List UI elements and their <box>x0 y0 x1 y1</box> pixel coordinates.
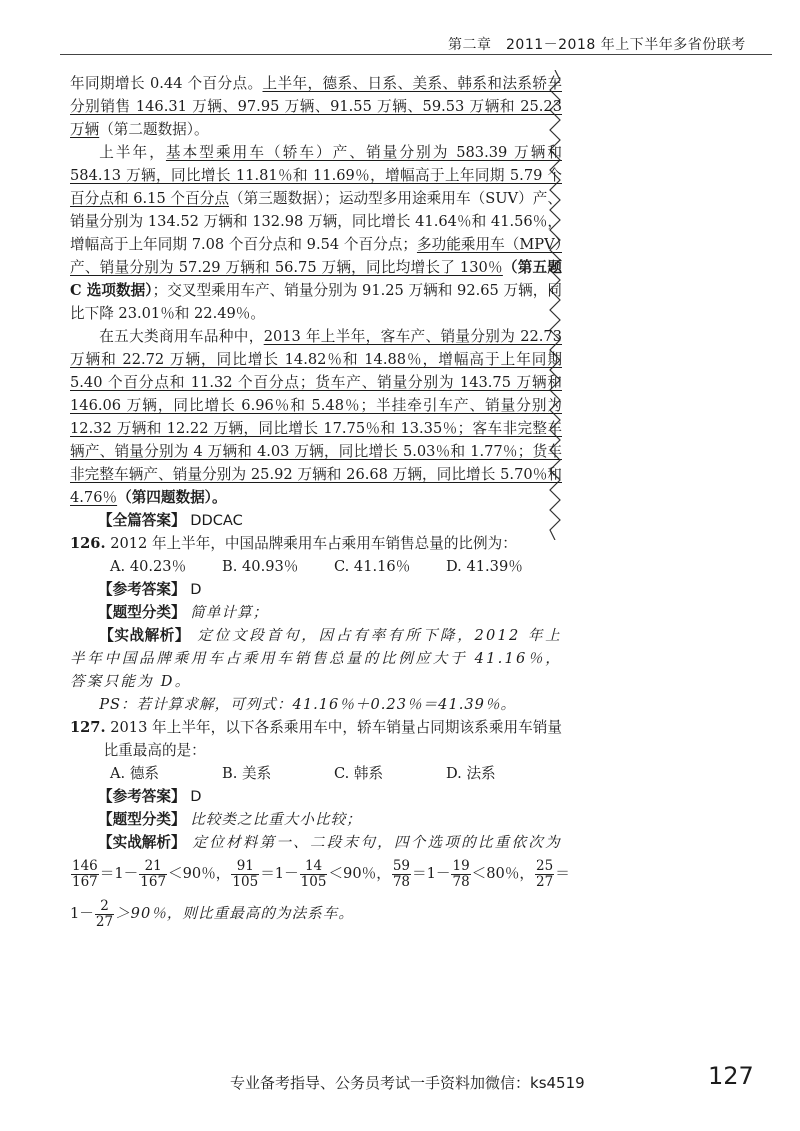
text-span: 上半年， <box>99 144 166 161</box>
fraction: $\frac{2}{27}$ <box>95 897 114 930</box>
fraction: $\frac{59}{78}$ <box>392 857 410 890</box>
math-text: 1－ <box>70 905 94 922</box>
text-span: （第二题数据）。 <box>99 121 209 138</box>
fraction: $\frac{14}{105}$ <box>300 857 327 890</box>
page-body <box>70 72 570 934</box>
question-126 <box>70 532 562 555</box>
analysis-126 <box>70 624 562 693</box>
type-label: 【题型分类】 <box>98 811 186 828</box>
analysis-127 <box>70 831 562 854</box>
analysis-label: 【实战解析】 <box>99 627 190 644</box>
full-answer-label: 【全篇答案】 <box>98 512 186 529</box>
text-span: 在五大类商用车品种中， <box>99 328 264 345</box>
underlined-text: 上半年，德系、日系、美系、韩系和法系轿车分别销售 146.31 万辆、97.95 万辆、91.55 万辆、59.53 万辆和 25.23 万辆 <box>70 75 562 138</box>
text-span: （第三题数据）；运动型多用途乘用车（SUV）产、销量分别为 134.52 万辆和 132.98 万辆，同比增长 41.64％和 41.56％，增幅高于上年同期 7.08 个百分点和 9.54 个百分点； <box>70 190 562 253</box>
fraction: $\frac{91}{105}$ <box>232 857 259 890</box>
full-answer-value: DDCAC <box>190 512 243 529</box>
answer-127 <box>70 785 562 808</box>
analysis-text: 定位材料第一、二段末句，四个选项的比重依次为 <box>192 834 562 851</box>
running-header: 第二章 2011－2018 年上下半年多省份联考 <box>448 37 746 53</box>
analysis-text: 定位文段首句，因占有率有所下降，2012 年上半年中国品牌乘用车占乘用车销售总量的比例应大于 41.16％，答案只能为 D。 <box>70 627 562 690</box>
footer-text: 专业备考指导、公务员考试一手资料加微信：ks4519 <box>230 1074 585 1092</box>
option-c: C. 韩系 <box>334 765 384 782</box>
passage-paragraph-3 <box>70 325 562 509</box>
header-rule <box>60 54 772 55</box>
option-a: A. 德系 <box>110 765 160 782</box>
math-text: ＜90％， <box>168 865 231 882</box>
underlined-text: 2013 年上半年，客车产、销量分别为 22.73 万辆和 22.72 万辆，同比增长 14.82％和 14.88％，增幅高于上年同期 5.40 个百分点和 11.32 个百分点；货车产、销量分别为 143.75 万辆和 146.06 万辆，同比增长 6.96％和 5.48％；半挂牵引车产、销量分别为 12.32 万辆和 12.22 万辆，同比增长 17.75％和 13.35％；客车非完整车辆产、销量分别为 4 万辆和 4.03 万辆，同比增长 5.03％和 1.77％；货车非完整车辆产、销量分别为 25.92 万辆和 26.68 万辆，同比增长 5.70％和 4.76％ <box>70 328 562 506</box>
bold-note: （第五题 C 选项数据） <box>70 259 562 299</box>
answer-value: D <box>190 788 202 805</box>
ps-text: PS：若计算求解，可列式：41.16％＋0.23％＝41.39％。 <box>99 696 517 713</box>
answer-label: 【参考答案】 <box>98 788 186 805</box>
type-126 <box>70 601 562 624</box>
type-label: 【题型分类】 <box>98 604 186 621</box>
math-text: ＝1－ <box>412 865 451 882</box>
type-value: 简单计算； <box>190 604 269 621</box>
math-text: ＝1－ <box>260 865 299 882</box>
question-text: 2012 年上半年，中国品牌乘用车占乘用车销售总量的比例为： <box>110 535 517 552</box>
math-line-1 <box>70 854 570 894</box>
type-127 <box>70 808 562 831</box>
math-text: ＜80％， <box>471 865 535 882</box>
bold-note: （第四题数据）。 <box>117 489 227 506</box>
math-text: ＜90％， <box>328 865 391 882</box>
page-number: 127 <box>708 1062 754 1090</box>
option-b: B. 美系 <box>222 765 272 782</box>
fraction: $\frac{21}{167}$ <box>140 857 167 890</box>
math-text: ＞90％，则比重最高的为法系车。 <box>115 905 354 922</box>
fraction: $\frac{146}{167}$ <box>72 857 98 890</box>
passage-paragraph-1 <box>70 72 562 141</box>
underlined-text: 基本型乘用车（轿车）产、销量分别为 583.39 万辆和 584.13 万辆，同比增长 11.81％和 11.69％，增幅高于上年同期 5.79 个百分点和 6.15 个百分点 <box>70 144 562 207</box>
full-answer-line <box>70 509 562 532</box>
option-d: D. 法系 <box>446 765 496 782</box>
type-value: 比较类之比重大小比较； <box>190 811 362 828</box>
fraction: $\frac{19}{78}$ <box>452 857 470 890</box>
answer-value: D <box>190 581 202 598</box>
question-number: 126. <box>70 535 106 552</box>
question-text: 2013 年上半年，以下各系乘用车中，轿车销量占同期该系乘用车销量比重最高的是： <box>103 719 562 759</box>
option-a: A. 40.23％ <box>110 558 187 575</box>
option-b: B. 40.93％ <box>222 558 299 575</box>
math-text: ＝1－ <box>99 865 139 882</box>
answer-126 <box>70 578 562 601</box>
analysis-label: 【实战解析】 <box>98 834 186 851</box>
underlined-text: 多功能乘用车（MPV）产、销量分别为 57.29 万辆和 56.75 万辆，同比均增长了 130％ <box>70 236 562 276</box>
answer-label: 【参考答案】 <box>98 581 186 598</box>
options-127 <box>70 762 562 785</box>
option-c: C. 41.16％ <box>334 558 411 575</box>
option-d: D. 41.39％ <box>446 558 523 575</box>
math-line-2 <box>70 894 562 934</box>
ps-126 <box>70 693 562 716</box>
fraction: $\frac{25}{27}$ <box>536 857 554 890</box>
text-span: ；交叉型乘用车产、销量分别为 91.25 万辆和 92.65 万辆，同比下降 23.01％和 22.49％。 <box>70 282 562 322</box>
math-text: ＝ <box>555 865 570 882</box>
question-number: 127. <box>70 719 106 736</box>
question-127 <box>70 716 562 762</box>
text-span: 年同期增长 0.44 个百分点。 <box>70 75 263 92</box>
options-126 <box>70 555 562 578</box>
passage-paragraph-2 <box>70 141 562 325</box>
